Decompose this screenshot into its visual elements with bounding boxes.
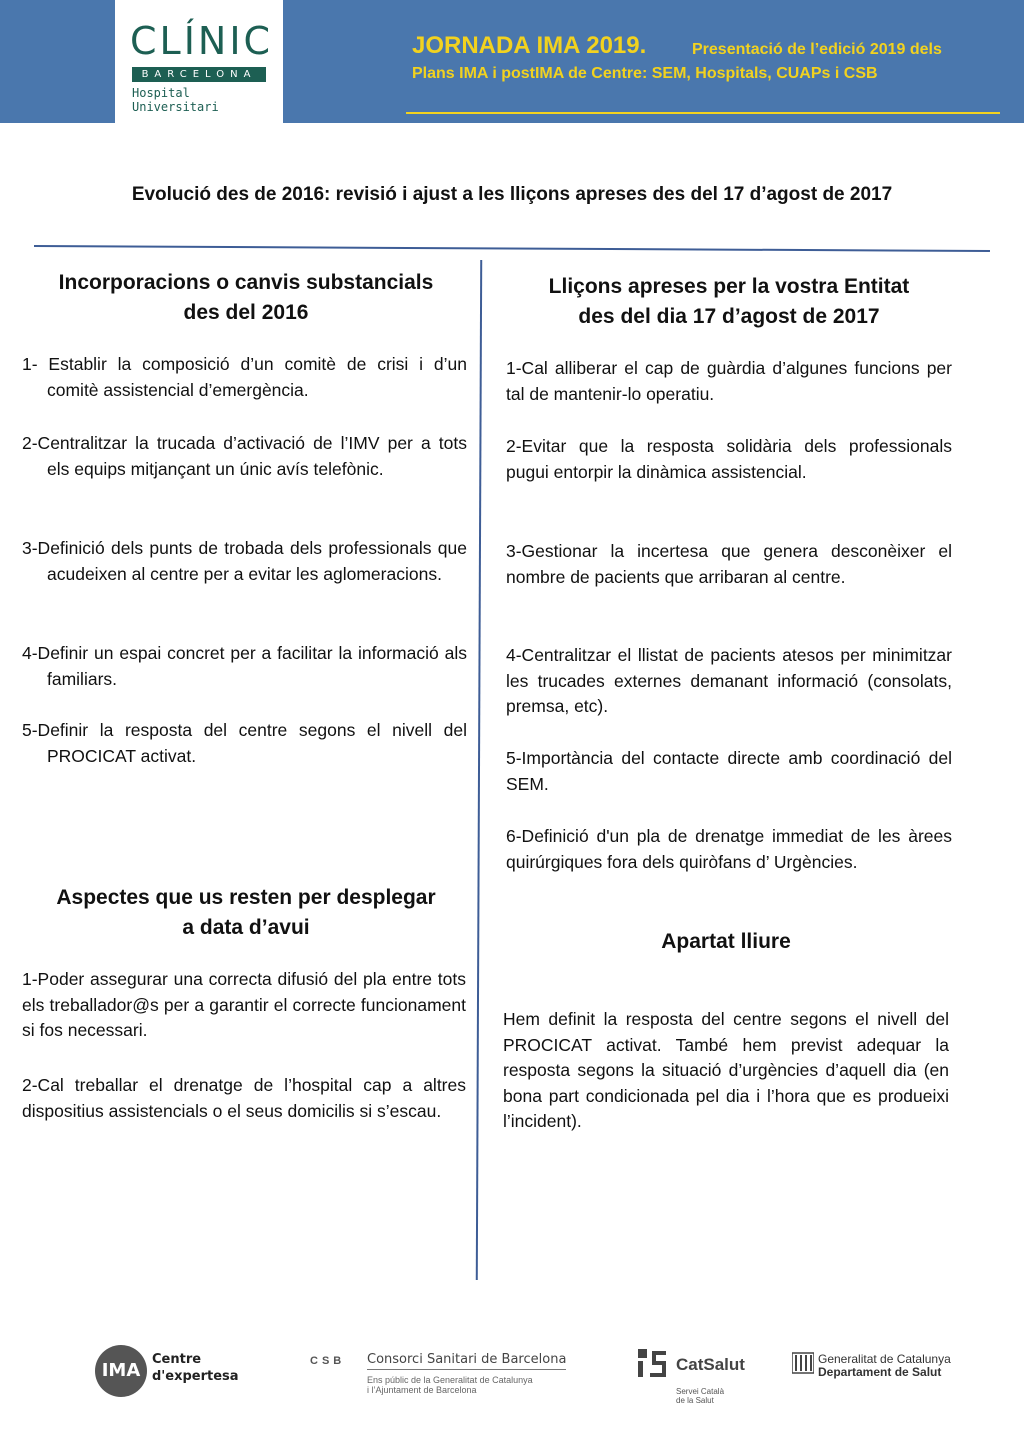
right-item-1: 1-Cal alliberar el cap de guàrdia d’algunes funcions per tal de mantenir-lo operatiu.: [506, 358, 952, 404]
ima-label-line1: Centre: [152, 1352, 202, 1367]
right-item-5: 5-Importància del contacte directe amb coordinació del SEM.: [506, 748, 952, 794]
generalitat-text: [818, 1353, 951, 1379]
left-item-3: 3-Definició dels punts de trobada dels professionals que acudeixen al centre per a evitar les aglomeracions.: [22, 538, 467, 584]
logo-city: BARCELONA: [132, 67, 266, 82]
header-rule: [406, 112, 1000, 114]
left-item-4: 4-Definir un espai concret per a facilitar la informació als familiars.: [22, 643, 467, 689]
csb-subtitle-line1: Ens públic de la Generalitat de Catalunya: [367, 1375, 533, 1385]
right-section1-title-line1: Lliçons apreses per la vostra Entitat: [548, 275, 910, 298]
clinic-logo: [115, 0, 283, 123]
csb-subtitle: [367, 1375, 533, 1395]
ima-circle-icon: IMA: [95, 1345, 147, 1397]
csb-name: Consorci Sanitari de Barcelona: [367, 1352, 566, 1370]
logo-name: CLÍNIC: [130, 19, 274, 63]
left-pending-item-2: 2-Cal treballar el drenatge de l’hospital cap a altres dispositius assistencials o el seus domicilis si s’escau.: [22, 1075, 466, 1121]
right-free-text: Hem definit la resposta del centre segons el nivell del PROCICAT activat. També hem previst adequar la resposta segons la situació d’urgències d’aquell dia (en bona part condicionada pel dia i l’hora que es produeixi l’incident).: [503, 1009, 949, 1131]
event-subtitle-line2: Plans IMA i postIMA de Centre: SEM, Hospitals, CUAPs i CSB: [412, 65, 878, 82]
event-subtitle-line1: Presentació de l’edició 2019 dels: [692, 41, 942, 58]
csb-subtitle-line2: i l’Ajuntament de Barcelona: [367, 1385, 477, 1395]
catsalut-subtitle-line1: Servei Català: [676, 1387, 725, 1396]
ima-label: [152, 1351, 239, 1385]
ima-label-line2: d'expertesa: [152, 1369, 239, 1384]
logo-subtitle: Hospital Universitari: [132, 86, 219, 114]
right-item-2: 2-Evitar que la resposta solidària dels professionals pugui entorpir la dinàmica assistencial.: [506, 436, 952, 482]
top-divider: [34, 245, 990, 252]
page-heading: Evolució des de 2016: revisió i ajust a les lliçons apreses des del 17 d’agost de 2017: [131, 184, 893, 205]
right-item-4: 4-Centralitzar el llistat de pacients atesos per minimitzar les trucades externes demanant informació (consolats, premsa, etc).: [506, 645, 952, 716]
right-item-6: 6-Definició d'un pla de drenatge immediat de les àrees quirúrgiques fora dels quiròfans d’ Urgències.: [506, 826, 952, 872]
left-section2-title-line2: a data d’avui: [182, 916, 310, 939]
left-section1-title-line2: des del 2016: [183, 301, 309, 324]
left-pending-item-1: 1-Poder assegurar una correcta difusió del pla entre tots els treballador@s per a garantir el correcte funcionament si fos necessari.: [22, 969, 466, 1040]
catsalut-subtitle: [676, 1387, 724, 1405]
event-title: JORNADA IMA 2019.: [412, 32, 647, 59]
left-item-2: 2-Centralitzar la trucada d’activació de l’IMV per a tots els equips mitjançant un únic avís telefònic.: [22, 433, 467, 479]
left-section2-title: [22, 883, 470, 943]
generalitat-line2: Departament de Salut: [818, 1365, 942, 1379]
catsalut-subtitle-line2: de la Salut: [676, 1396, 714, 1405]
right-section1-title: [506, 272, 952, 332]
generalitat-line1: Generalitat de Catalunya: [818, 1352, 951, 1366]
left-section1-title-line1: Incorporacions o canvis substancials: [58, 271, 434, 294]
left-item-1: 1- Establir la composició d’un comitè de crisi i d’un comitè assistencial d’emergència.: [22, 354, 467, 400]
left-item-5: 5-Definir la resposta del centre segons el nivell del PROCICAT activat.: [22, 720, 467, 766]
left-section2-title-line1: Aspectes que us resten per desplegar: [56, 886, 436, 909]
catsalut-name: CatSalut: [676, 1355, 745, 1374]
generalitat-flag-icon: [792, 1351, 814, 1375]
footer-logos: [0, 1335, 1024, 1415]
right-item-3: 3-Gestionar la incertesa que genera desconèixer el nombre de pacients que arribaran al centre.: [506, 541, 952, 587]
column-divider: [476, 260, 482, 1280]
right-section2-title: Apartat lliure: [661, 930, 791, 953]
left-section1-title: [22, 268, 470, 328]
csb-mark: CSB: [310, 1355, 346, 1367]
catsalut-icon-graphic: [638, 1345, 668, 1379]
right-section1-title-line2: des del dia 17 d’agost de 2017: [578, 305, 880, 328]
catsalut-icon: [638, 1345, 668, 1387]
event-subtitle: [412, 38, 1012, 86]
